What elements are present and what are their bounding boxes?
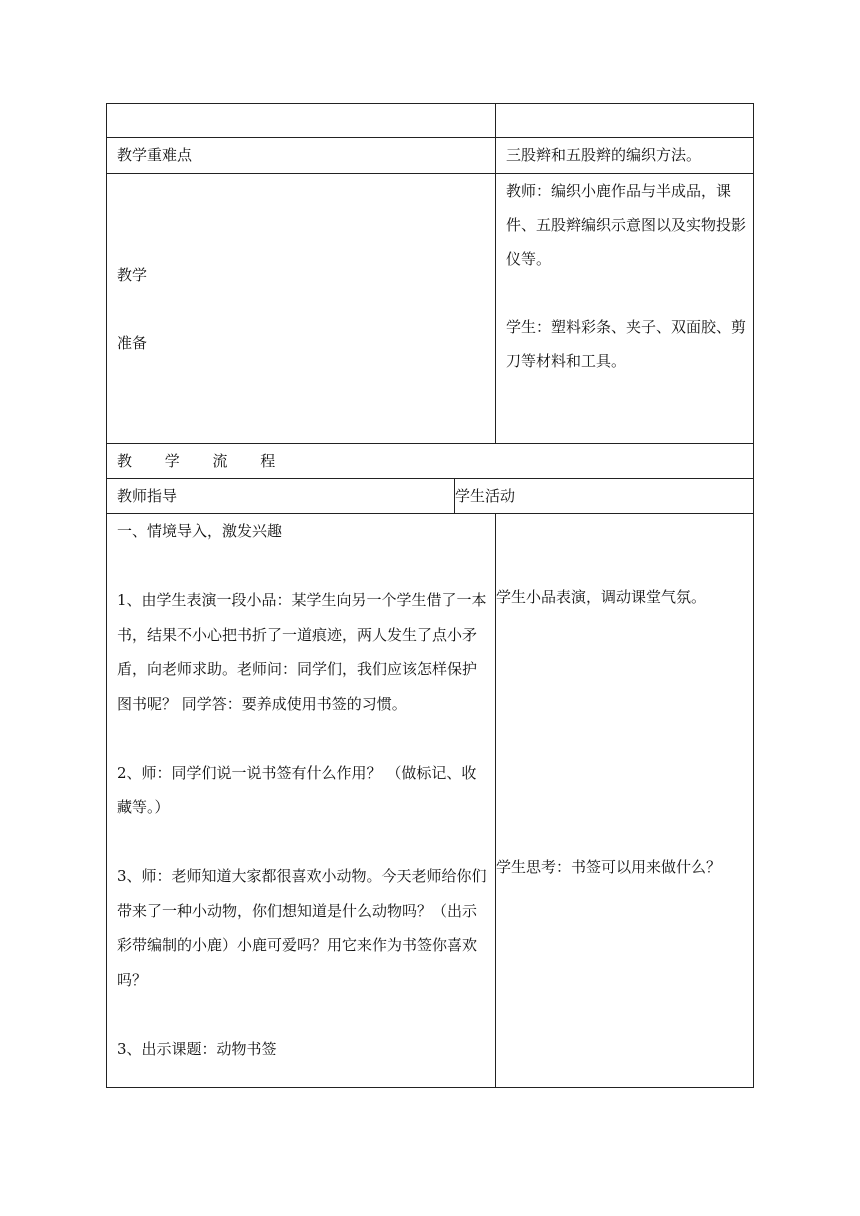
preparation-teacher: 教师：编织小鹿作品与半成品，课件、五股辫编织示意图以及实物投影仪等。 (506, 182, 747, 268)
table-row-headers (106, 478, 754, 513)
table-row-preparation (106, 173, 754, 443)
table-row-key-points (106, 137, 754, 173)
step-3: 3、师：老师知道大家都很喜欢小动物。今天老师给你们带来了一种小动物，你们想知道是什么动物吗？（出示彩带编制的小鹿）小鹿可爱吗？用它来作为书签你喜欢吗？ (117, 867, 487, 989)
activity-2: 学生思考：书签可以用来做什么？ (496, 858, 722, 876)
preparation-label-line1: 教学 (117, 265, 148, 284)
step-4: 3、出示课题：动物书签 (117, 1039, 277, 1058)
section-title: 一、情境导入，激发兴趣 (117, 522, 283, 540)
table-row-empty (106, 103, 754, 137)
key-points-label: 教学重难点 (107, 138, 496, 173)
preparation-label-line2: 准备 (117, 333, 148, 352)
table-row-content (106, 513, 754, 1088)
flow-title: 教 学 流 程 (117, 452, 290, 470)
empty-cell-right (496, 104, 753, 137)
preparation-student: 学生：塑料彩条、夹子、双面胶、剪刀等材料和工具。 (506, 318, 747, 370)
step-2: 2、师：同学们说一说书签有什么作用？ （做标记、收藏等。） (117, 763, 477, 816)
header-teacher-guidance: 教师指导 (107, 479, 455, 513)
student-activity-content (496, 514, 753, 1087)
lesson-plan-table (106, 103, 754, 1088)
teacher-guidance-content (107, 514, 496, 1087)
activity-1: 学生小品表演，调动课堂气氛。 (496, 588, 707, 606)
step-1: 1、由学生表演一段小品：某学生向另一个学生借了一本书，结果不小心把书折了一道痕迹，两人发生了点小矛盾，向老师求助。老师问：同学们，我们应该怎样保护图书呢？ 同学答：要养成使用书签的习惯。 (117, 591, 487, 713)
table-row-flow-title (106, 443, 754, 478)
empty-cell-left (107, 104, 496, 137)
header-student-activity: 学生活动 (455, 487, 516, 505)
preparation-content (496, 174, 753, 443)
preparation-label (107, 174, 496, 443)
key-points-value: 三股辫和五股辫的编织方法。 (506, 146, 702, 164)
